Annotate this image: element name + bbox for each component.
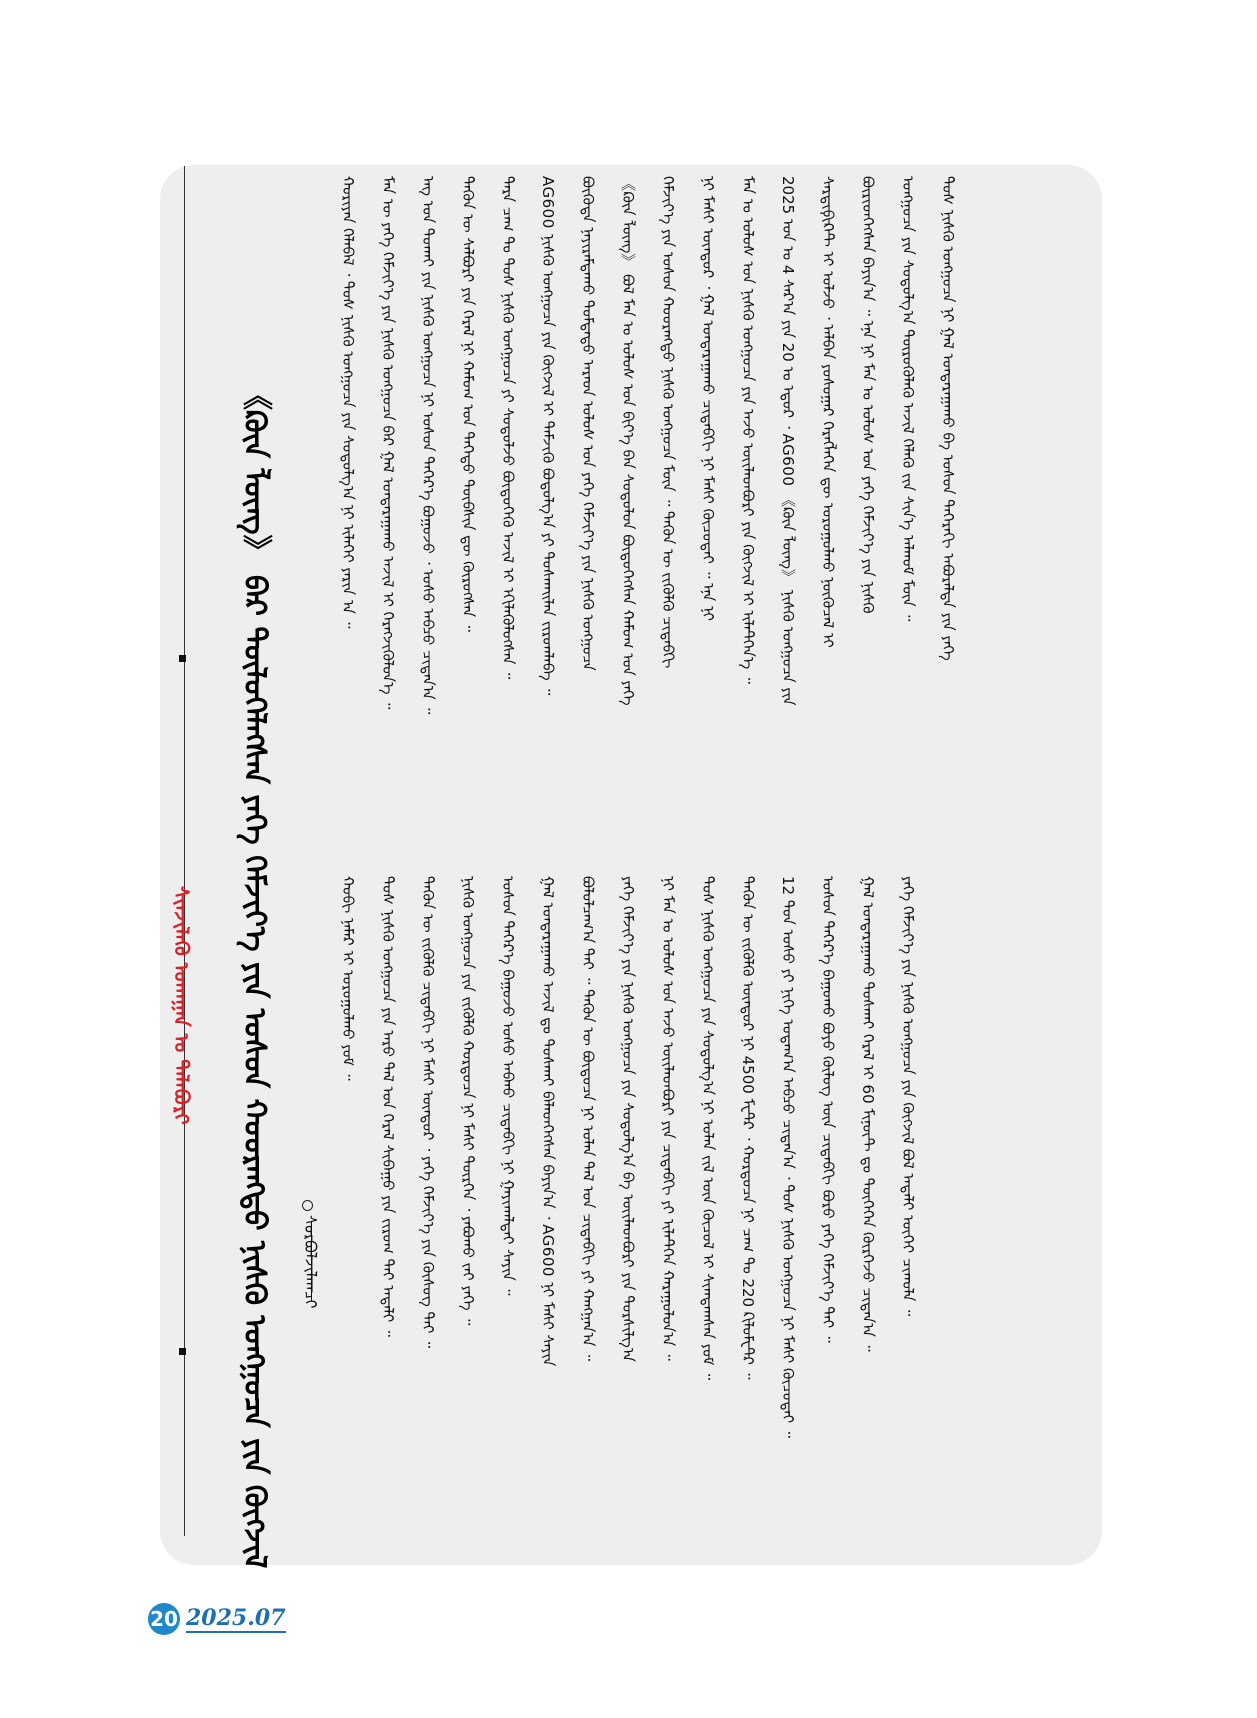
text-column: ᠨᠢ ᠮᠠᠨ ᠤ ᠤᠯᠤᠰ ᠤᠨ ᠠᠵᠤ ᠦᠢᠯᠡᠳᠪᠦᠷᠢ ᠶᠢᠨ ᠴᠢᠳᠠᠪᠬᠢ ᠶᠢ ᠢᠯᠡᠲᠬᠡᠨ ᠬᠠᠷᠠᠭᠤᠯᠤᠨ᠎ᠠ ᠃ (659, 876, 677, 1361)
text-column: ᠲᠡᠭᠦᠨ ᠦ ᠵᠢᠭᠦᠯᠬᠦ ᠥᠨᠳᠥᠷ ᠨᠢ 4500 ᠮᠧᠲ᠋ᠷ ᠂ ᠬᠤᠷᠳᠤᠴᠠ ᠨᠢ ᠴᠠᠭ ᠲᠤ 220 ᠺᠢᠯᠤᠮᠧᠲ᠋ᠷ ᠃ (739, 876, 757, 1380)
text-column: ᠲᠤᠰ ᠨᠢᠰᠬᠦ ᠣᠩᠭᠤᠴᠠ ᠨᠢ ᠭᠠᠯ ᠤᠨᠲᠠᠷᠠᠭᠠᠬᠤ ᠪᠠ ᠤᠰᠤᠨ ᠳᠡᠭᠡᠷᠡᠬᠢ ᠠᠪᠤᠷᠠᠯᠲᠠ ᠶᠢᠨ ᠶᠡᠬᠡ (939, 176, 957, 661)
text-column: ᠬᠡᠮᠵᠢᠶ᠎ᠡ ᠶᠢᠨ ᠤᠰᠤᠨ ᠬᠤᠤᠷᠠᠩᠳᠤ ᠨᠢᠰᠬᠦ ᠣᠩᠭᠤᠴᠠ ᠮᠥᠨ ᠃ ᠲᠡᠭᠦᠨ ᠦ ᠵᠢᠭᠦᠯᠬᠦ ᠴᠢᠳᠠᠪᠬᠢ (659, 176, 677, 669)
body-text-lower (328, 876, 928, 1551)
text-column: ᠮᠡᠨ ᠦ ᠶᠡᠬᠡ ᠬᠡᠮᠵᠢᠶ᠎ᠡ ᠶᠢᠨ ᠨᠢᠰᠬᠦ ᠣᠩᠭᠤᠴᠠ ᠪᠠᠷ ᠭᠠᠯ ᠤᠨᠲᠠᠷᠠᠭᠠᠬᠤ ᠠᠵᠢᠯ ᠢ ᠬᠡᠷᠡᠭᠵᠢᠭᠦᠯᠦᠨ᠎ᠡ ᠃ (379, 176, 397, 710)
text-column: ᠶᠡᠬᠡ ᠬᠡᠮᠵᠢᠶ᠎ᠡ ᠶᠢᠨ ᠨᠢᠰᠬᠦ ᠣᠩᠭᠤᠴᠠ ᠶᠢᠨ ᠬᠦᠭᠵᠢᠯ ᠪᠣᠯ ᠠᠳᠠᠯᠢ ᠦᠭᠡᠢ ᠴᠢᠬᠤᠯᠠ ᠃ (899, 876, 917, 1317)
text-column: AG600 ᠨᠢᠰᠬᠦ ᠣᠩᠭᠤᠴᠠ ᠶᠢᠨ ᠬᠦᠭᠵᠢᠯ ᠢ ᠳᠡᠮᠵᠢᠬᠦ ᠪᠣᠳᠣᠯᠭ᠎ᠠ ᠶᠢ ᠲᠤᠰᠬᠠᠢᠯᠠᠨ ᠵᠢᠷᠤᠭᠯᠠᠪᠠ ᠃ (539, 176, 557, 696)
text-column: ᠶᠡᠬᠡ ᠬᠡᠮᠵᠢᠶ᠎ᠡ ᠶᠢᠨ ᠨᠢᠰᠬᠦ ᠣᠩᠭᠤᠴᠠ ᠶᠢᠨ ᠰᠤᠳᠤᠯᠭ᠎ᠠ ᠪᠠ ᠦᠢᠯᠡᠳᠪᠦᠷᠢ ᠶᠢᠨ ᠲᠤᠷᠰᠢᠯᠭ᠎ᠠ (619, 876, 637, 1362)
author-circle-icon (302, 1200, 313, 1211)
text-column: 12 ᠲᠣᠨ ᠤᠰᠤ ᠶᠢ ᠨᠢᠭᠡ ᠤᠳᠠᠭ᠎ᠠ ᠠᠪᠴᠤ ᠴᠢᠳᠠᠨ᠎ᠠ ᠂ ᠲᠤᠰ ᠨᠢᠰᠬᠦ ᠣᠩᠭᠤᠴᠠ ᠨᠢ ᠮᠠᠰᠢ ᠬᠦᠴᠦᠲᠡᠢ ᠃ (779, 876, 797, 1438)
text-column: ᠣᠩᠭᠤᠴᠠ ᠶᠢᠨ ᠰᠤᠳᠤᠯᠭ᠎ᠠ ᠲᠦᠷᠦᠭᠦᠯᠡᠬᠦ ᠠᠵᠢᠯ ᠬᠡᠯᠡᠬᠦ ᠵᠢᠨ ᠰᠢᠨ᠎ᠡ ᠠᠯᠬᠤᠮ ᠮᠥᠨ ᠃ (899, 176, 917, 622)
text-column: ᠪᠦᠭᠦᠳᠡ ᠨᠠᠶᠢᠷᠠᠮᠳᠠᠬᠤ ᠳᠤᠮᠳᠠᠳᠤ ᠠᠷᠠᠳ ᠤᠯᠤᠰ ᠤᠨ ᠶᠡᠬᠡ ᠬᠡᠮᠵᠢᠶ᠎ᠡ ᠶᠢᠨ ᠨᠢᠰᠬᠦ ᠣᠩᠭᠤᠴᠠ (579, 176, 597, 671)
page-footer (148, 1598, 286, 1640)
text-column: 《ᠺᠦᠨ ᠯᠦᠩ》 ᠪᠣᠯ ᠮᠠᠨ ᠤ ᠤᠯᠤᠰ ᠤᠨ ᠪᠢᠶ᠎ᠡ ᠪᠡᠨ ᠰᠤᠳᠤᠯᠤᠨ ᠪᠦᠲᠦᠭᠡᠭᠰᠡᠨ ᠬᠠᠮᠤᠭ ᠤᠨ ᠶᠡᠬᠡ (619, 176, 637, 706)
section-tag (168, 655, 196, 1355)
text-column: ᠲᠡᠭᠦᠨ ᠦ ᠰᠠᠯᠪᠤᠷᠢ ᠶᠢᠨ ᠭᠡᠷᠡᠯ ᠨᠢ ᠬᠠᠮᠤᠭ ᠤᠨ ᠳᠡᠭᠡᠳᠦ ᠲᠦᠪᠰᠢᠨ ᠳᠦ ᠬᠦᠷᠦᠭᠰᠡᠨ ᠃ (459, 176, 477, 632)
article-title: 《ᠺᠦᠨ ᠯᠦᠩ》 ᠪᠠᠷ ᠲᠦᠯᠦᠭᠡᠯᠡᠭᠰᠡᠨ ᠶᠡᠬᠡ ᠬᠡᠮᠵᠢᠶ᠎ᠡ ᠶᠢᠨ ᠤᠰᠤᠨ ᠬᠤᠤᠷᠠᠩᠳᠤ ᠨᠢᠰᠬᠦ ᠣᠩᠭᠤᠴᠠ ᠶᠢᠨ ᠬᠦᠭᠵᠢᠯ (237, 380, 272, 1569)
text-column: ᠭᠠᠯ ᠤᠨᠲᠠᠷᠠᠭᠠᠬᠤ ᠲᠤᠰᠬᠠᠢ ᠭᠡᠷᠡᠯ ᠢ 60 ᠮᠢᠨᠦ᠋ᠲ ᠳᠤ ᠲᠦᠭᠡᠭᠡᠨ ᠬᠦᠷᠭᠡᠵᠦ ᠴᠢᠳᠠᠨ᠎ᠠ ᠃ (859, 876, 877, 1352)
text-column: ᠨᠢᠰᠬᠦ ᠣᠩᠭᠤᠴᠠ ᠶᠢᠨ ᠵᠢᠭᠦᠯᠬᠦ ᠬᠤᠷᠳᠤᠴᠠ ᠨᠢ ᠮᠠᠰᠢ ᠲᠦᠷᠭᠡᠨ ᠂ ᠶᠠᠪᠤᠬᠤ ᠵᠠᠢ ᠶᠡᠬᠡ ᠃ (459, 876, 477, 1326)
text-column: ᠤᠰᠤᠨ ᠳᠡᠭᠡᠷ᠎ᠡ ᠪᠠᠭᠤᠵᠤ ᠤᠰᠤ ᠠᠪᠬᠤ ᠴᠢᠳᠠᠪᠬᠢ ᠨᠢ ᠭᠠᠶᠢᠬᠠᠯᠲᠠᠢ ᠰᠠᠶᠢᠨ ᠃ (499, 876, 517, 1296)
text-column: 2025 ᠣᠨ ᠤ 4 ᠰᠠᠷ᠎ᠠ ᠶᠢᠨ 20 ᠤ ᠡᠳᠦᠷ ᠂ AG600 《ᠺᠦᠨ ᠯᠦᠩ》 ᠨᠢᠰᠬᠦ ᠣᠩᠭᠤᠴᠠ ᠶᠢᠨ (779, 176, 797, 706)
text-column: ᠲᠡᠭᠦᠨ ᠦ ᠵᠢᠭᠦᠯᠬᠦ ᠴᠢᠳᠠᠪᠬᠢ ᠨᠢ ᠮᠠᠰᠢ ᠥᠨᠳᠥᠷ ᠂ ᠶᠡᠬᠡ ᠬᠡᠮᠵᠢᠶ᠎ᠡ ᠶᠢᠨ ᠬᠦᠰᠦᠭ ᠲᠠᠢ ᠃ (419, 876, 437, 1349)
section-marker-square (179, 655, 186, 662)
issue-date: 2025.07 (186, 1605, 286, 1631)
text-column: ᠲᠡᠷᠡ ᠴᠠᠭ ᠲᠤ ᠲᠤᠰ ᠨᠢᠰᠬᠦ ᠣᠩᠭᠤᠴᠠ ᠶᠢ ᠰᠤᠳᠤᠯᠵᠤ ᠪᠦᠲᠦᠭᠡᠬᠦ ᠠᠵᠢᠯ ᠢ ᠡᠬᠢᠯᠡᠭᠦᠯᠦᠭᠰᠡᠨ ᠃ (499, 176, 517, 680)
page-number: 20 (148, 1603, 180, 1635)
text-column: ᠪᠣᠯᠤᠯᠴᠠᠭ᠎ᠠ ᠲᠠᠢ ᠃ ᠲᠡᠭᠦᠨ ᠦ ᠪᠦᠲᠦᠴᠡ ᠨᠢ ᠣᠯᠠᠨ ᠲᠠᠯ ᠤᠨ ᠴᠢᠳᠠᠪᠬᠢ ᠶᠢ ᠬᠠᠩᠭᠠᠨ᠎ᠠ ᠃ (579, 876, 597, 1362)
text-column: ᠭᠠᠯ ᠤᠨᠲᠠᠷᠠᠭᠠᠬᠤ ᠠᠵᠢᠯ ᠳᠤ ᠲᠤᠰᠬᠠᠢ ᠪᠡᠯᠡᠳᠬᠡᠭᠰᠡᠨ ᠪᠠᠶᠢᠨ᠎ᠠ ᠂ AG600 ᠨᠢ ᠮᠠᠰᠢ ᠰᠠᠶᠢᠨ (539, 876, 557, 1367)
text-column: ᠲᠤᠰ ᠨᠢᠰᠬᠦ ᠣᠩᠭᠤᠴᠠ ᠶᠢᠨ ᠠᠷᠤ ᠲᠠᠯ ᠤᠨ ᠭᠡᠷᠡᠯ ᠰᠢᠪᠠᠭᠤ ᠶᠢᠨ ᠵᠢᠷᠤᠭ ᠲᠠᠢ ᠠᠳᠠᠯᠢ ᠃ (379, 876, 397, 1337)
section-tag-text: ᠰᠢᠨᠵᠢᠯᠡᠬᠦ ᠤᠬᠠᠭᠠᠨ ᠤ ᠲᠠᠯᠠᠪᠤᠷᠢ (169, 885, 194, 1125)
text-column: ᠨᠢ ᠮᠠᠰᠢ ᠥᠨᠳᠥᠷ ᠂ ᠭᠠᠯ ᠤᠨᠲᠠᠷᠠᠭᠠᠬᠤ ᠴᠢᠳᠠᠪᠬᠢ ᠨᠢ ᠮᠠᠰᠢ ᠬᠦᠴᠦᠲᠡᠢ ᠃ ᠡᠨᠡ ᠨᠢ (699, 176, 717, 621)
section-marker-square (179, 1348, 186, 1355)
text-column: ᠮᠠᠨ ᠤ ᠤᠯᠤᠰ ᠤᠨ ᠨᠢᠰᠬᠦ ᠣᠩᠭᠤᠴᠠ ᠶᠢᠨ ᠠᠵᠤ ᠦᠢᠯᠡᠳᠪᠦᠷᠢ ᠶᠢᠨ ᠬᠦᠭᠵᠢᠯ ᠢ ᠢᠯᠡᠲᠬᠡᠨ᠎ᠡ ᠃ (739, 176, 757, 684)
body-text-upper (328, 176, 968, 866)
article-author: ᠰᠤᠷᠪᠤᠯᠵᠢᠯᠠᠭᠴᠢ (301, 1215, 320, 1309)
text-column: ᠪᠦᠷᠢᠳᠬᠡᠭᠰᠡᠨ ᠪᠠᠶᠢᠨ᠎ᠠ ᠃ ᠡᠨᠡ ᠨᠢ ᠮᠠᠨ ᠤ ᠤᠯᠤᠰ ᠤᠨ ᠶᠡᠬᠡ ᠬᠡᠮᠵᠢᠶ᠎ᠡ ᠶᠢᠨ ᠨᠢᠰᠬᠦ (859, 176, 877, 614)
text-column: ᠤᠰᠤᠨ ᠳᠡᠭᠡᠷ᠎ᠡ ᠪᠠᠭᠤᠬᠤ ᠪᠤᠶᠤ ᠬᠦᠯᠦᠭ ᠦᠨ ᠴᠢᠳᠠᠪᠬᠢ ᠪᠤᠷᠤ ᠶᠡᠬᠡ ᠬᠡᠮᠵᠢᠶ᠎ᠡ ᠲᠠᠢ ᠃ (819, 876, 837, 1343)
text-column: ᠬᠤᠪᠢ ᠨᠡᠮᠡᠷ ᠢ ᠣᠷᠤᠭᠤᠯᠬᠤ ᠶᠤᠮ ᠃ (339, 876, 357, 1081)
text-column: ᠲᠤᠰ ᠨᠢᠰᠬᠦ ᠣᠩᠭᠤᠴᠠ ᠶᠢᠨ ᠰᠤᠳᠤᠯᠭ᠎ᠠ ᠨᠢ ᠣᠯᠠᠨ ᠵᠢᠯ ᠦᠨ ᠬᠦᠴᠦᠯ ᠢ ᠰᠢᠭᠳᠠᠭᠰᠠᠨ ᠶᠤᠮ ᠃ (699, 876, 717, 1381)
text-column: ᠬᠤᠷᠢᠶᠠᠨ ᠬᠡᠯᠡᠪᠡᠯ ᠂ ᠲᠤᠰ ᠨᠢᠰᠬᠦ ᠣᠩᠭᠤᠴᠠ ᠶᠢᠨ ᠰᠤᠳᠤᠯᠭ᠎ᠠ ᠨᠢ ᠢᠯᠡᠬᠡᠢ ᠶᠠᠷᠢᠨ ᠠ ᠃ (339, 176, 357, 629)
text-column: ᠡᠩ ᠤᠨ ᠲᠤᠬᠠᠢ ᠶᠢᠨ ᠨᠢᠰᠬᠦ ᠣᠩᠭᠤᠴᠠ ᠨᠢ ᠤᠰᠤᠨ ᠳᠡᠭᠡᠷ᠎ᠡ ᠪᠤᠭᠤᠵᠤ ᠂ ᠤᠰᠤ ᠠᠪᠴᠤ ᠴᠢᠳᠠᠨ᠎ᠠ ᠃ (419, 176, 437, 715)
text-column: ᠰᠡᠷᠲᠢᠹᠢᠺᠠᠲ ᠢ ᠣᠯᠵᠤ ᠂ ᠠᠯᠪᠠᠨ ᠶᠣᠰᠣᠭᠠᠷ ᠬᠡᠷᠡᠭᠯᠡᠭᠡᠨ ᠳᠦ ᠣᠷᠣᠭᠤᠯᠬᠤ ᠨᠦᠬᠦᠴᠡᠯ ᠢ (819, 176, 837, 648)
